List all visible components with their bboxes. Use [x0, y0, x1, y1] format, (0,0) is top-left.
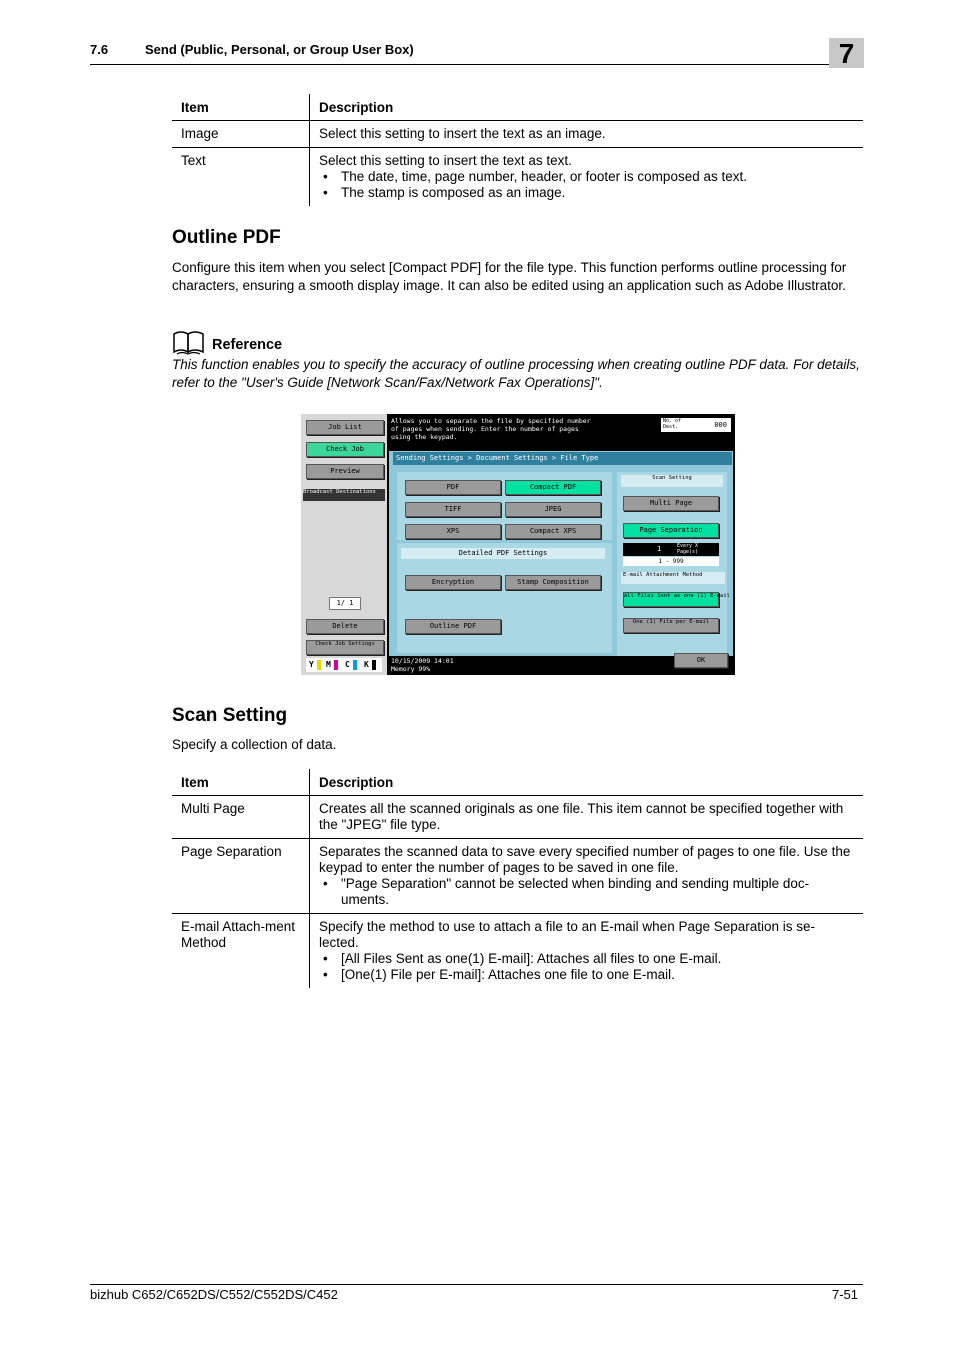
toner-m-label: M — [326, 660, 331, 669]
toner-c-bar — [353, 660, 357, 670]
status-datetime — [391, 657, 591, 673]
scan-setting-label: Scan Setting — [621, 475, 723, 487]
file-type-pdf-button[interactable]: PDF — [405, 480, 501, 495]
row-item: Text — [172, 148, 310, 207]
footer-rule — [90, 1284, 863, 1285]
check-job-settings-button[interactable]: Check Job Settings — [306, 640, 384, 655]
footer-page-number: 7-51 — [832, 1287, 859, 1302]
book-icon — [172, 330, 206, 356]
main-settings-area — [389, 451, 733, 656]
file-type-tiff-button[interactable]: TIFF — [405, 502, 501, 517]
detailed-pdf-settings-label: Detailed PDF Settings — [401, 548, 605, 559]
bullet-item: • The stamp is composed as an image. — [319, 185, 854, 201]
column-header-item: Item — [172, 94, 310, 121]
toner-indicator — [306, 658, 382, 672]
bullet-list — [319, 876, 854, 908]
row-description: Creates all the scanned originals as one file. This item cannot be specified together with the "JPEG" file type. — [319, 801, 844, 832]
stamp-composition-button[interactable]: Stamp Composition — [505, 575, 601, 590]
row-description-cell — [310, 839, 864, 914]
destination-counter — [661, 418, 731, 432]
memory-status: Memory 99% — [391, 665, 431, 673]
toner-c-label: C — [345, 660, 350, 669]
toner-k-label: K — [364, 660, 369, 669]
table-row — [172, 121, 863, 148]
bullet-item: • [All Files Sent as one(1) E-mail]: Attaches all files to one E-mail. — [319, 951, 854, 967]
header-rule — [90, 64, 863, 65]
row-description: Select this setting to insert the text as text. — [319, 153, 572, 168]
column-header-item: Item — [172, 769, 310, 796]
file-type-compact-pdf-button[interactable]: Compact PDF — [505, 480, 601, 495]
delete-button[interactable]: Delete — [306, 619, 384, 634]
row-item: Page Separation — [172, 839, 310, 914]
destination-counter-value: 000 — [714, 421, 727, 429]
toner-y-label: Y — [309, 660, 314, 669]
toner-y-bar — [317, 660, 321, 670]
every-pages-input[interactable] — [623, 543, 719, 556]
bullet-item: • "Page Separation" cannot be selected when binding and sending multiple doc-uments. — [319, 876, 854, 908]
preview-button[interactable]: Preview — [306, 464, 384, 479]
file-type-compact-xps-button[interactable]: Compact XPS — [505, 524, 601, 539]
file-type-xps-button[interactable]: XPS — [405, 524, 501, 539]
column-header-description: Description — [319, 775, 394, 790]
outline-pdf-body: Configure this item when you select [Compact PDF] for the file type. This function performs outline processing for characters, ensuring a smooth display image. It can also be edited using an application such as Adobe Illustrator. — [172, 260, 847, 293]
message-area: Allows you to separate the file by specified number of pages when sending. Enter the number of pages using the keypad. — [391, 417, 591, 441]
column-header-description: Description — [319, 100, 394, 115]
reference-text: This function enables you to specify the accuracy of outline processing when creating outline PDF data. For details, refer to the "User's Guide [Network Scan/Fax/Network Fax Operations]". — [172, 357, 860, 390]
row-description-cell — [310, 914, 864, 989]
job-list-button[interactable]: Job List — [306, 420, 384, 435]
bullet-list — [319, 951, 854, 983]
row-description: Specify the method to use to attach a file to an E-mail when Page Separation is se-lected. — [319, 919, 816, 950]
destination-counter-label: No. of Dest. — [663, 418, 682, 430]
ok-button[interactable]: OK — [674, 653, 728, 668]
text-composition-table — [172, 94, 863, 206]
table-row — [172, 839, 863, 914]
table-header-row — [172, 94, 863, 121]
scan-setting-body: Specify a collection of data. — [172, 737, 337, 752]
all-files-one-email-button[interactable]: All Files Sent as one (1) E-mail — [623, 592, 719, 607]
bullet-item: • The date, time, page number, header, or footer is composed as text. — [319, 169, 854, 185]
encryption-button[interactable]: Encryption — [405, 575, 501, 590]
page-separation-button[interactable]: Page Separation — [623, 523, 719, 538]
bullet-item: • [One(1) File per E-mail]: Attaches one file to one E-mail. — [319, 967, 854, 983]
file-type-jpeg-button[interactable]: JPEG — [505, 502, 601, 517]
table-row — [172, 796, 863, 839]
footer-model: bizhub C652/C652DS/C552/C552DS/C452 — [90, 1287, 338, 1302]
table-header-row — [172, 769, 863, 796]
multi-page-button[interactable]: Multi Page — [623, 496, 719, 511]
device-screen — [301, 414, 735, 675]
broadcast-destinations-label: Broadcast Destinations — [303, 489, 385, 501]
chapter-number: 7 — [829, 38, 864, 68]
email-method-label: E-mail Attachment Method — [621, 572, 725, 584]
table-row — [172, 148, 863, 207]
section-title: Send (Public, Personal, or Group User Box) — [145, 42, 414, 57]
scan-setting-heading: Scan Setting — [172, 705, 288, 726]
one-file-per-email-button[interactable]: One (1) File per E-mail — [623, 618, 719, 633]
scan-setting-table — [172, 769, 863, 988]
toner-m-bar — [334, 660, 338, 670]
reference-label: Reference — [212, 337, 283, 353]
row-description-cell — [310, 148, 864, 207]
outline-pdf-heading: Outline PDF — [172, 227, 281, 248]
table-row — [172, 914, 863, 989]
every-pages-value: 1 — [657, 545, 662, 553]
detailed-pdf-panel — [397, 543, 612, 653]
row-item: E-mail Attach-ment Method — [172, 914, 310, 989]
row-description: Separates the scanned data to save every specified number of pages to one file. Use the keypad to enter the number of pages to be saved in one file. — [319, 844, 851, 875]
datetime: 10/15/2009 14:01 — [391, 657, 454, 665]
check-job-button[interactable]: Check Job — [306, 442, 384, 457]
page-counter: 1/ 1 — [329, 597, 361, 610]
every-pages-label: Every X Page(s) — [677, 543, 699, 555]
outline-pdf-button[interactable]: Outline PDF — [405, 619, 501, 634]
row-item: Multi Page — [172, 796, 310, 839]
toner-k-bar — [372, 660, 376, 670]
page-range: 1 - 999 — [623, 557, 719, 566]
bullet-list — [319, 169, 854, 201]
row-item: Image — [172, 121, 310, 148]
left-panel — [301, 414, 387, 675]
row-description: Select this setting to insert the text as an image. — [319, 126, 606, 141]
breadcrumb: Sending Settings > Document Settings > File Type — [393, 452, 732, 465]
section-number: 7.6 — [90, 42, 109, 57]
